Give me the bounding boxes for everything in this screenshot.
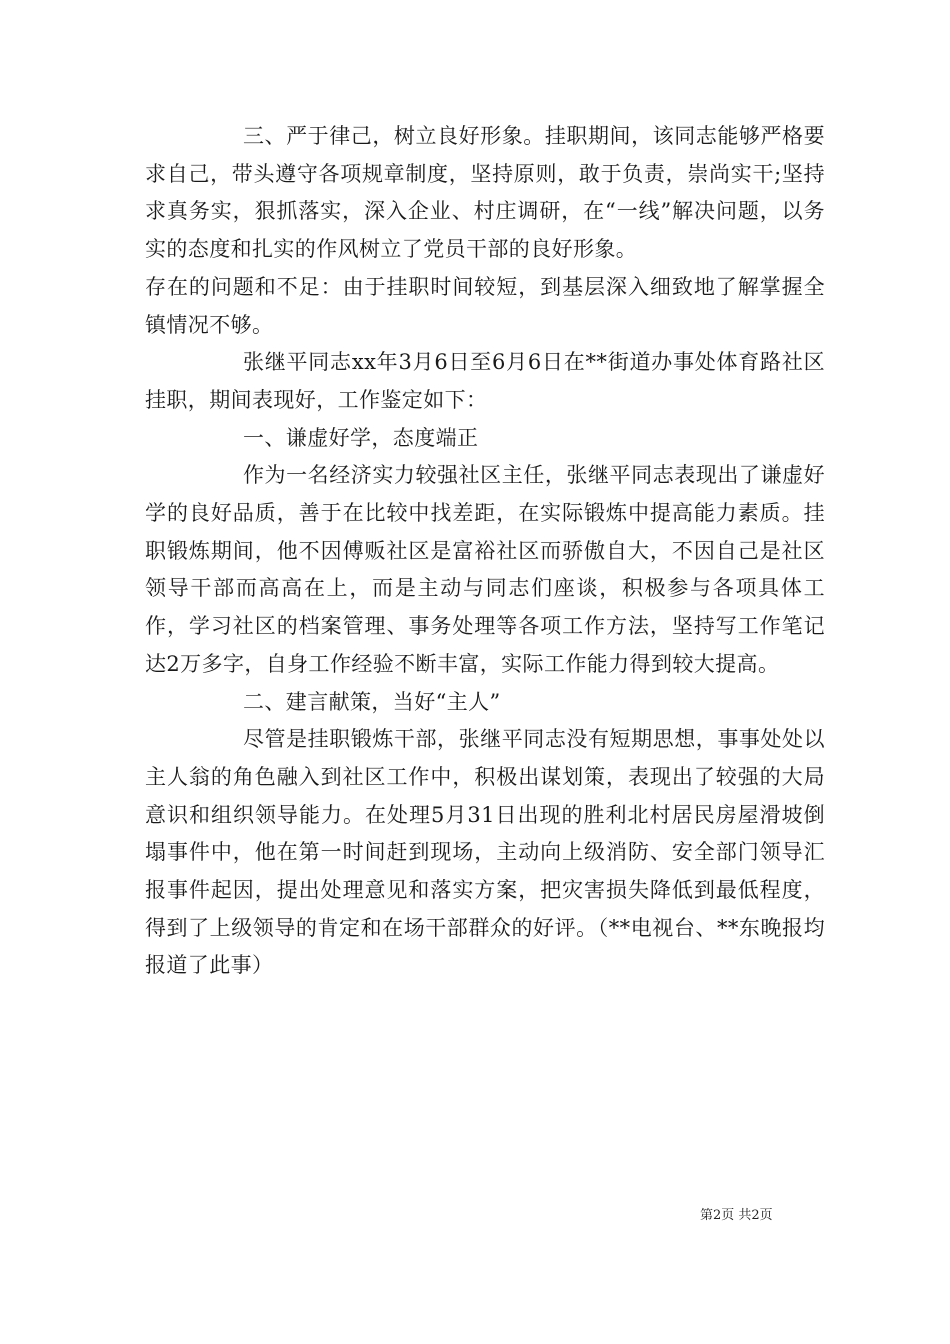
paragraph-advice: 尽管是挂职锻炼干部，张继平同志没有短期思想，事事处处以主人翁的角色融入到社区工作中，积极出谋划策，表现出了较强的大局意识和组织领导能力。在处理5月31日出现的胜利北村居民房屋滑坡倒塌事件中，他在第一时间赶到现场，主动向上级消防、安全部门领导汇报事件起因，提出处理意见和落实方案，把灾害损失降低到最低程度，得到了上级领导的肯定和在场干部群众的好评。（**电视台、**东晚报均报道了此事） bbox=[145, 727, 825, 978]
document-body bbox=[145, 118, 825, 985]
paragraph-humble-learning: 作为一名经济实力较强社区主任，张继平同志表现出了谦虚好学的良好品质，善于在比较中找差距，在实际锻炼中提高能力素质。挂职锻炼期间，他不因傅贩社区是富裕社区而骄傲自大，不因自己是社区领导干部而高高在上，而是主动与同志们座谈，积极参与各项具体工作，学习社区的档案管理、事务处理等各项工作方法，坚持写工作笔记达2万多字，自身工作经验不断丰富，实际工作能力得到较大提高。 bbox=[145, 463, 825, 676]
section-heading-humble: 一、谦虚好学，态度端正 bbox=[243, 425, 479, 450]
page-number: 第2页 共2页 bbox=[700, 1208, 773, 1223]
paragraph-shortcomings: 存在的问题和不足：由于挂职时间较短，到基层深入细致地了解掌握全镇情况不够。 bbox=[145, 274, 825, 337]
paragraph-discipline: 三、严于律己，树立良好形象。挂职期间，该同志能够严格要求自己，带头遵守各项规章制度，坚持原则，敢于负责，崇尚实干;坚持求真务实，狠抓落实，深入企业、村庄调研，在“一线”解决问题，以务实的态度和扎实的作风树立了党员干部的良好形象。 bbox=[145, 124, 825, 262]
paragraph-appraisal-intro: 张继平同志xx年3月6日至6月6日在**街道办事处体育路社区挂职，期间表现好，工作鉴定如下： bbox=[145, 350, 825, 412]
section-heading-advice: 二、建言献策，当好“主人” bbox=[243, 689, 501, 714]
